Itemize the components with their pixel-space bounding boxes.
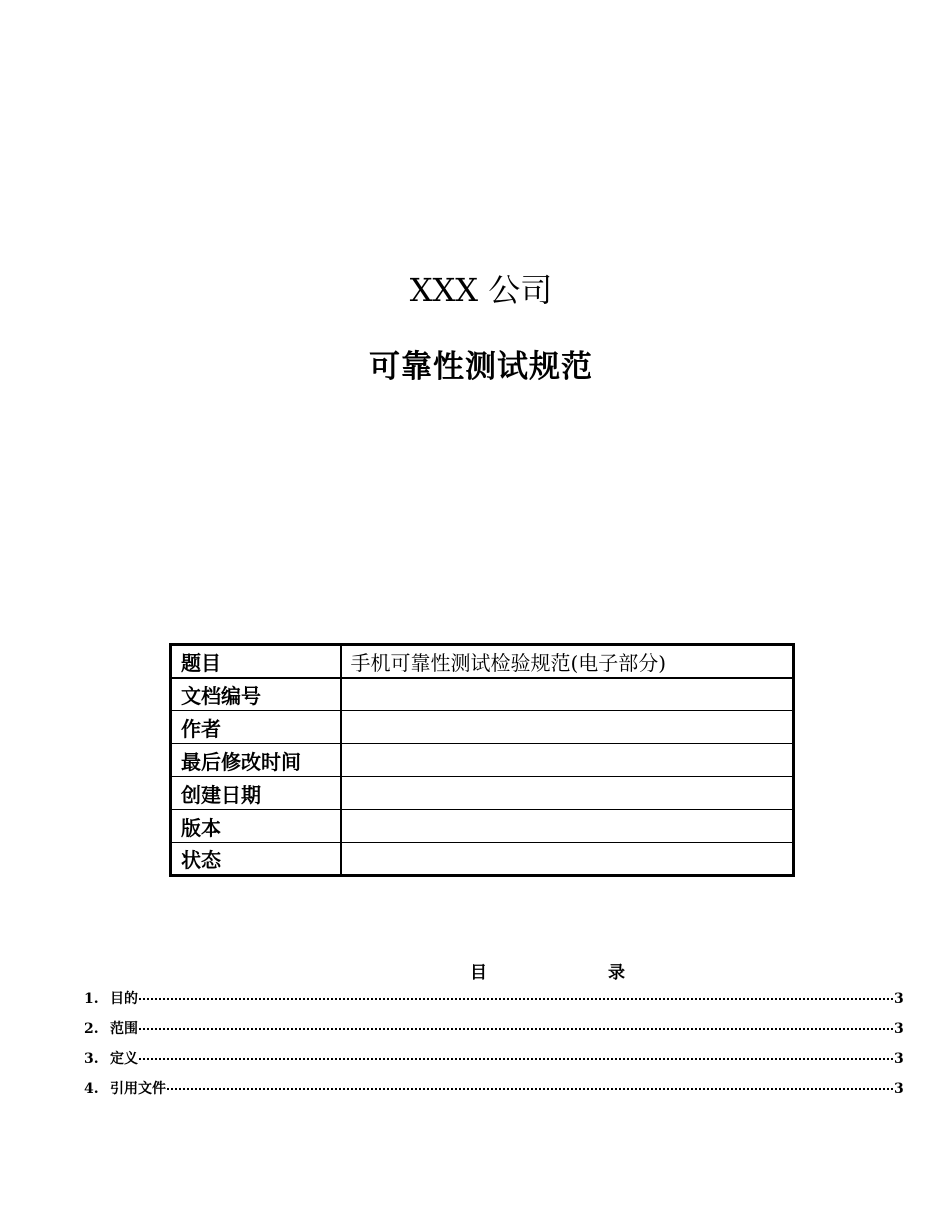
- table-row: [171, 711, 794, 744]
- toc-entry-number: 3.: [84, 1051, 99, 1067]
- toc-entry-page: 3: [894, 991, 904, 1007]
- toc-entry-number: 2.: [84, 1021, 99, 1037]
- toc-leader-dots: [167, 1088, 893, 1090]
- toc-entry-title[interactable]: 定义: [110, 1051, 138, 1067]
- info-value-created: [341, 777, 794, 810]
- table-row: [171, 810, 794, 843]
- table-row: [171, 678, 794, 711]
- toc-heading: [0, 958, 950, 984]
- info-value-last-modified: [341, 744, 794, 777]
- info-label-author: 作者: [171, 711, 341, 744]
- toc-entry[interactable]: [84, 988, 902, 1018]
- table-row: [171, 843, 794, 876]
- toc-entry-title[interactable]: 目的: [110, 991, 138, 1007]
- toc-entry-page: 3: [894, 1081, 904, 1097]
- toc-leader-dots: [139, 1028, 893, 1030]
- toc-entry-title[interactable]: 范围: [110, 1021, 138, 1037]
- info-label-version: 版本: [171, 810, 341, 843]
- info-value-version: [341, 810, 794, 843]
- document-info-table: [169, 643, 795, 877]
- toc-entry-page: 3: [894, 1051, 904, 1067]
- info-label-created: 创建日期: [171, 777, 341, 810]
- info-label-status: 状态: [171, 843, 341, 876]
- document-title: 可靠性测试规范: [369, 349, 593, 385]
- info-value-author: [341, 711, 794, 744]
- info-label-last-modified: 最后修改时间: [171, 744, 341, 777]
- toc-leader-dots: [139, 1058, 893, 1060]
- info-value-status: [341, 843, 794, 876]
- toc-heading-left: 目: [470, 963, 487, 983]
- toc-entry-number: 1.: [84, 991, 99, 1007]
- info-label-subject: 题目: [171, 645, 341, 678]
- table-of-contents: [84, 988, 902, 1108]
- toc-heading-right: 录: [608, 963, 625, 983]
- toc-entry[interactable]: [84, 1078, 902, 1108]
- table-row: [171, 744, 794, 777]
- toc-entry-number: 4.: [84, 1081, 99, 1097]
- toc-entry[interactable]: [84, 1048, 902, 1078]
- toc-entry-page: 3: [894, 1021, 904, 1037]
- toc-entry-title[interactable]: 引用文件: [110, 1081, 166, 1097]
- toc-entry[interactable]: [84, 1018, 902, 1048]
- company-name: XXX 公司: [409, 271, 553, 309]
- toc-leader-dots: [139, 998, 893, 1000]
- info-label-doc-number: 文档编号: [171, 678, 341, 711]
- info-value-doc-number: [341, 678, 794, 711]
- info-value-subject: 手机可靠性测试检验规范(电子部分): [341, 645, 794, 678]
- table-row: [171, 777, 794, 810]
- table-row: [171, 645, 794, 678]
